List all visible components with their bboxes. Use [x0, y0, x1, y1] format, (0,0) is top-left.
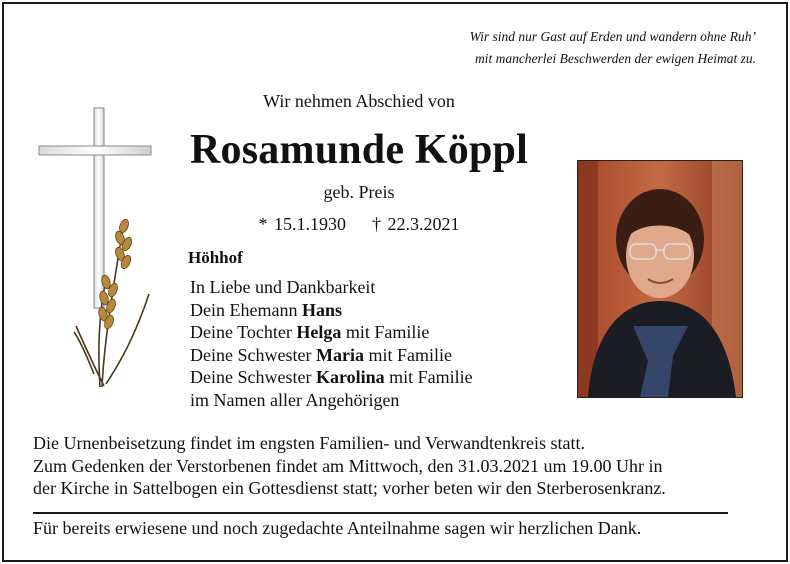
intro-text: Wir nehmen Abschied von	[263, 91, 455, 111]
mourner-line: Deine Schwester Karolina mit Familie	[190, 367, 473, 388]
deceased-name: Rosamunde Köppl	[190, 127, 528, 173]
info-line-2: Zum Gedenken der Verstorbenen findet am Mittwoch, den 31.03.2021 um 19.00 Uhr in	[33, 455, 663, 476]
mourner-line: Deine Tochter Helga mit Familie	[190, 322, 430, 343]
mourner-line: im Namen aller Angehörigen	[190, 389, 400, 410]
quote-line-1: Wir sind nur Gast auf Erden und wandern ohne Ruh’	[469, 29, 756, 44]
divider	[33, 512, 728, 514]
obituary-notice	[2, 2, 788, 562]
service-info	[33, 432, 666, 500]
maiden-name: geb. Preis	[323, 182, 395, 202]
mourner-line: Deine Schwester Maria mit Familie	[190, 344, 452, 365]
residence: Höhhof	[188, 248, 243, 267]
mourner-line: Dein Ehemann Hans	[190, 299, 342, 320]
birth-date: * 15.1.1930	[258, 214, 346, 234]
quote-line-2: mit mancherlei Beschwerden der ewigen Heimat zu.	[474, 51, 756, 66]
info-line-1: Die Urnenbeisetzung findet im engsten Familien- und Verwandtenkreis statt.	[33, 433, 586, 453]
mourner-line: In Liebe und Dankbarkeit	[190, 277, 376, 297]
death-date: † 22.3.2021	[372, 214, 460, 234]
portrait-photo	[577, 160, 743, 398]
mourners-list	[190, 276, 473, 412]
info-line-3: der Kirche in Sattelbogen ein Gottesdienst statt; vorher beten wir den Sterberosenkranz.	[33, 478, 666, 499]
thanks-text: Für bereits erwiesene und noch zugedachte Anteilnahme sagen wir herzlichen Dank.	[33, 518, 642, 538]
quote	[470, 26, 756, 70]
